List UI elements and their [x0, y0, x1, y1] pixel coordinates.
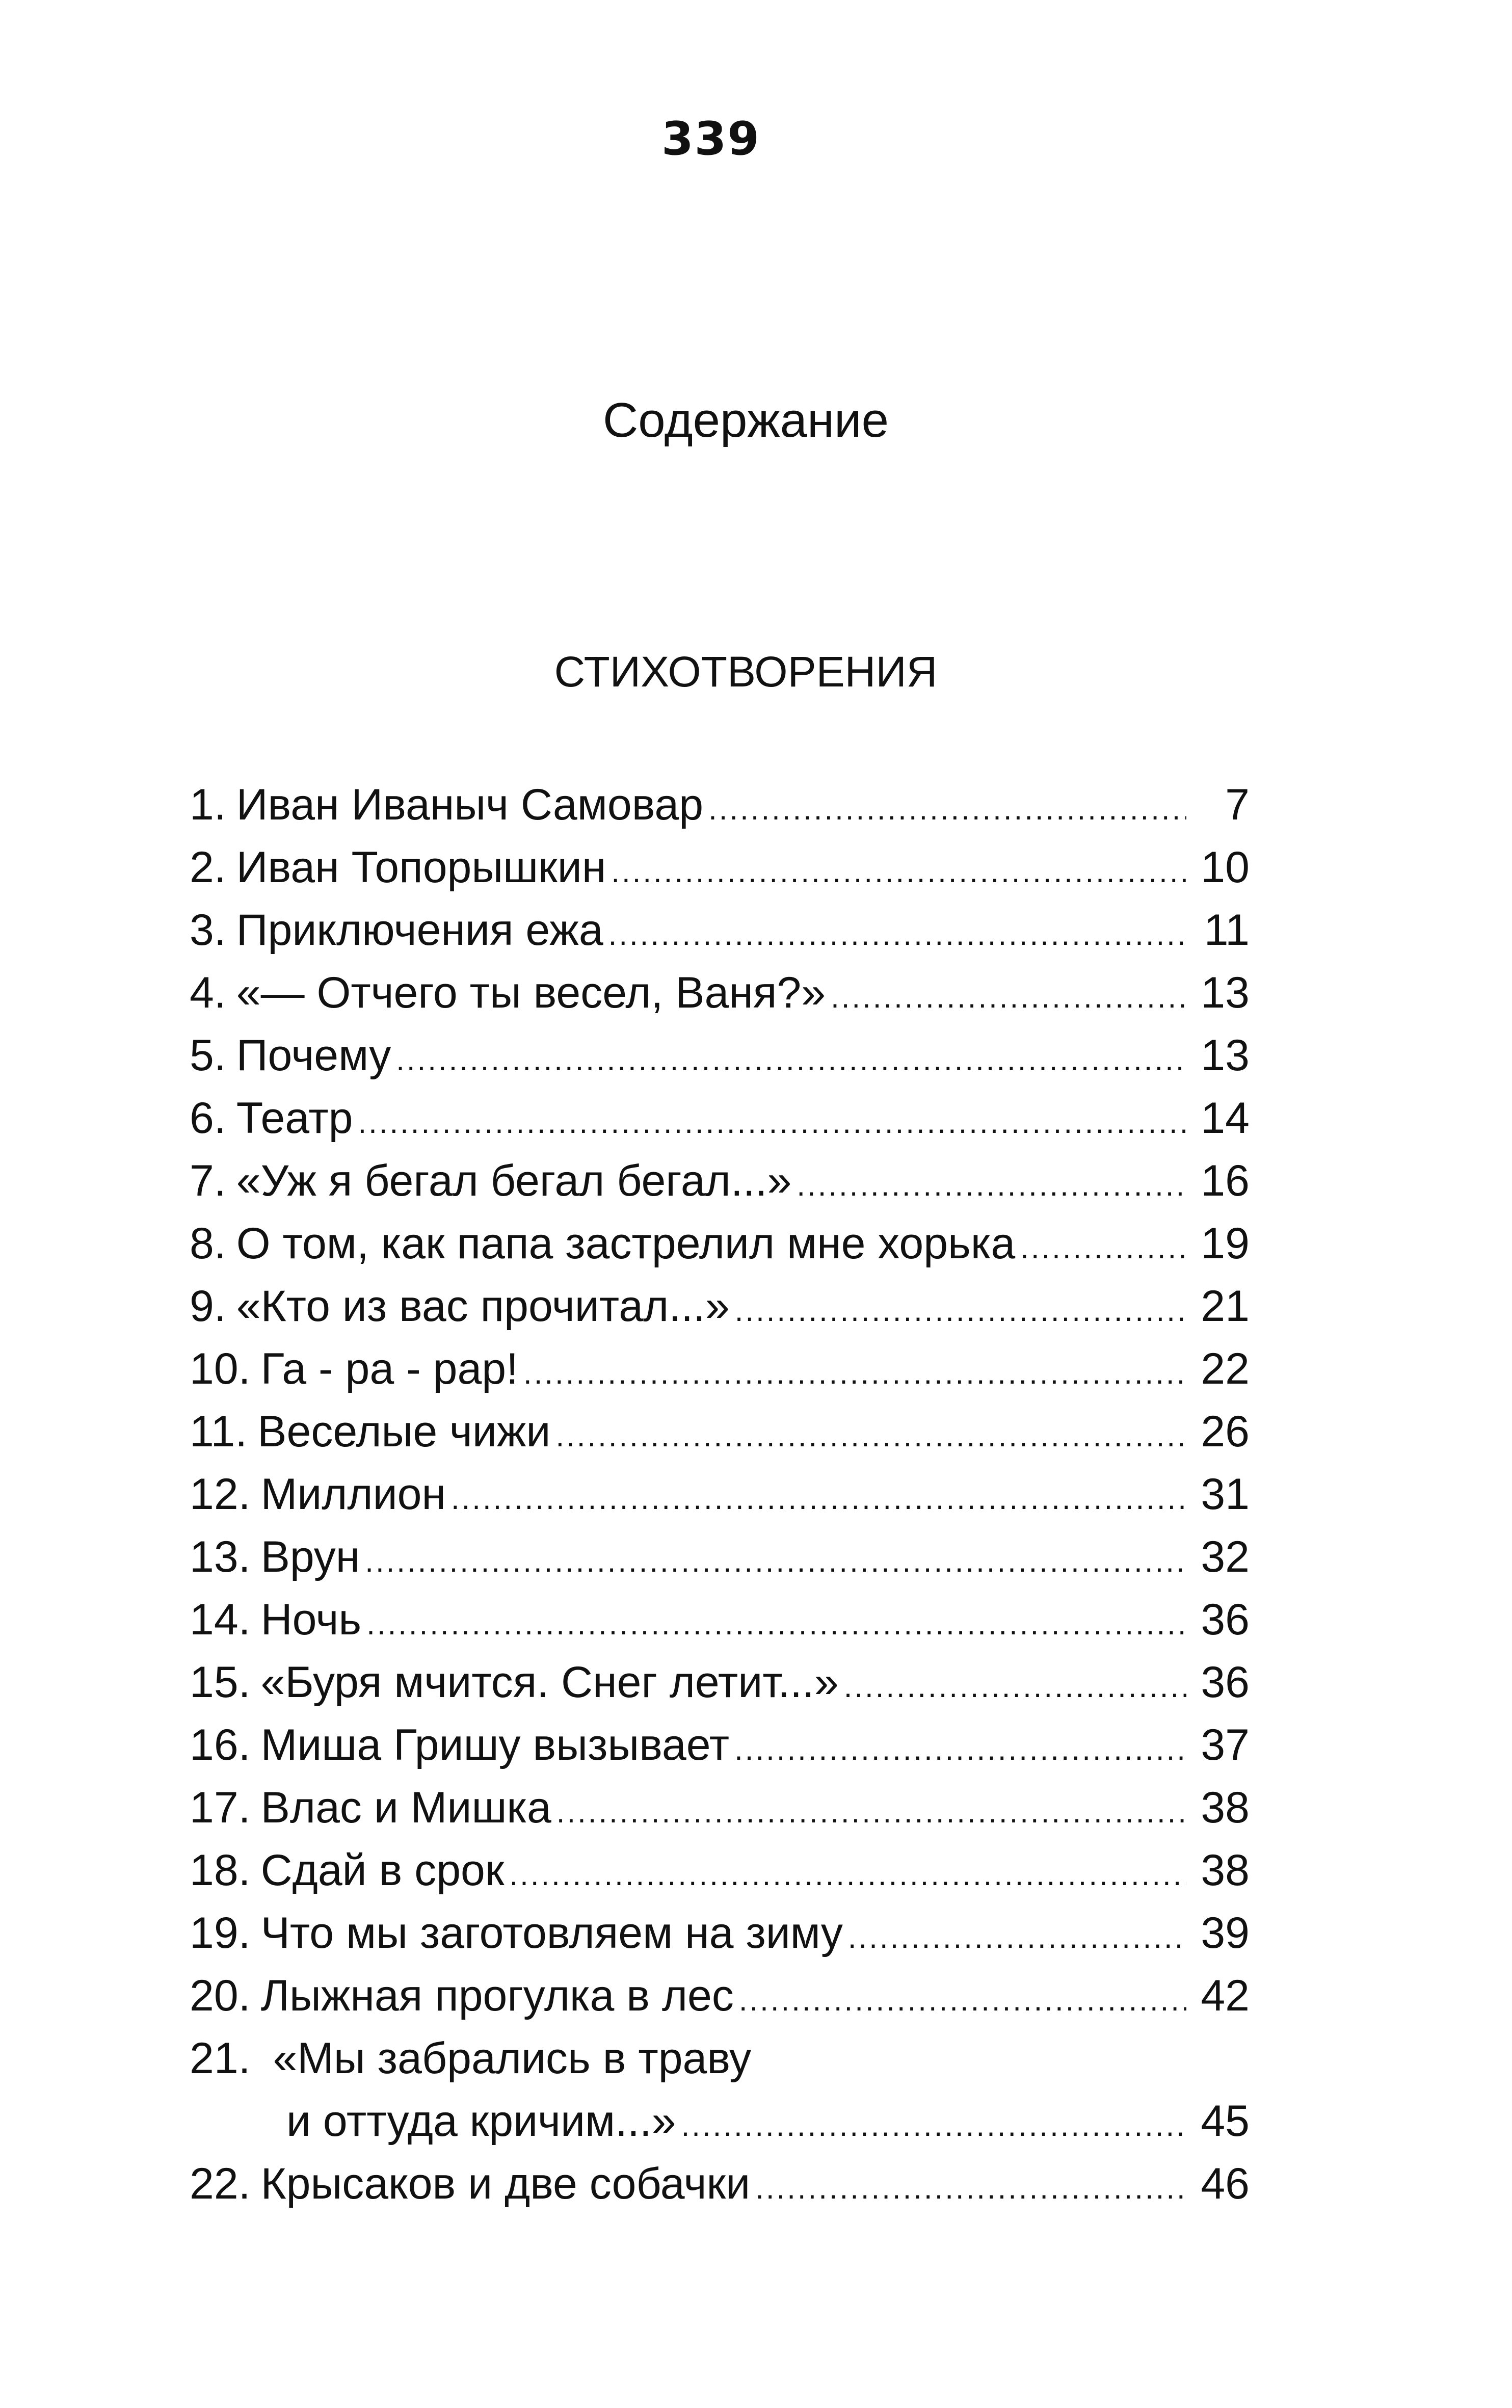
toc-entry [190, 899, 1250, 962]
toc-entry-title: О том, как папа застрелил мне хорька [236, 1219, 1016, 1268]
toc-entry-title: Что мы заготовляем на зиму [260, 1909, 843, 1957]
toc-entry-number: 7. [190, 1156, 226, 1205]
toc-entry-page: 37 [1201, 1721, 1250, 1769]
toc-leader-dots [509, 1843, 1186, 1906]
toc-entry-page: 38 [1201, 1783, 1250, 1832]
toc-entry-title: Сдай в срок [260, 1846, 505, 1895]
toc-entry-number: 5. [190, 1031, 226, 1080]
toc-entry-number: 8. [190, 1219, 226, 1268]
toc-entry-page: 21 [1201, 1282, 1250, 1331]
toc-entry-title: Театр [236, 1094, 353, 1143]
toc-entry-number: 21. [190, 2034, 251, 2083]
toc-leader-dots [735, 1279, 1186, 1342]
toc-entry [190, 1024, 1250, 1087]
toc-entry-number: 14. [190, 1595, 251, 1644]
page-number: 339 [661, 112, 760, 166]
toc-leader-dots [734, 1718, 1186, 1781]
toc-entry [190, 1714, 1250, 1777]
toc-entry-number: 9. [190, 1282, 226, 1331]
toc-entry-page: 38 [1201, 1846, 1250, 1895]
toc-entry [190, 1338, 1250, 1400]
toc-entry [190, 1839, 1250, 1902]
contents-heading [0, 392, 1512, 448]
toc-leader-dots [451, 1467, 1186, 1530]
toc-entry-title-continued: и оттуда кричим...» [286, 2097, 676, 2146]
toc-leader-dots [739, 1969, 1186, 2031]
toc-leader-dots [708, 778, 1186, 840]
toc-entry-number: 13. [190, 1532, 251, 1581]
toc-entry-title: Приключения ежа [236, 906, 603, 955]
section-heading-text: СТИХОТВОРЕНИЯ [554, 648, 938, 696]
toc-leader-dots [848, 1906, 1186, 1969]
toc-leader-dots [681, 2094, 1186, 2157]
toc-leader-dots [523, 1342, 1186, 1405]
toc-entry [190, 1651, 1250, 1714]
toc-entry-title: Врун [260, 1532, 360, 1581]
section-heading [0, 647, 1512, 697]
toc-leader-dots [1020, 1216, 1186, 1279]
toc-entry-title: Веселые чижи [257, 1407, 551, 1456]
toc-entry [190, 1275, 1250, 1338]
toc-entry [190, 1777, 1250, 1839]
toc-entry-page: 31 [1201, 1470, 1250, 1519]
toc-entry-page: 39 [1201, 1909, 1250, 1957]
toc-entry-number: 3. [190, 906, 226, 955]
toc-leader-dots [365, 1530, 1186, 1593]
toc-entry [190, 1526, 1250, 1589]
toc-leader-dots [608, 903, 1186, 966]
toc-entry [190, 1400, 1250, 1463]
toc-entry-page: 11 [1204, 906, 1250, 955]
toc-entry-page: 42 [1201, 1971, 1250, 2020]
toc-entry-page: 13 [1201, 968, 1250, 1017]
toc-entry-number: 18. [190, 1846, 251, 1895]
toc-leader-dots [366, 1593, 1186, 1655]
toc-entry-number: 17. [190, 1783, 251, 1832]
toc-entry-line-1 [190, 2027, 1250, 2090]
toc-entry-number: 22. [190, 2159, 251, 2208]
toc-leader-dots [358, 1091, 1186, 1154]
toc-leader-dots [556, 1781, 1186, 1843]
toc-entry-number: 1. [190, 780, 226, 829]
toc-leader-dots [611, 840, 1186, 903]
toc-entry-page: 32 [1201, 1532, 1250, 1581]
toc-entry-page: 16 [1201, 1156, 1250, 1205]
toc-entry-title: «Уж я бегал бегал бегал...» [236, 1156, 792, 1205]
toc-entry-number: 20. [190, 1971, 251, 2020]
toc-entry-page: 36 [1201, 1658, 1250, 1707]
toc-leader-dots [844, 1655, 1186, 1718]
toc-entry-page: 10 [1201, 843, 1250, 892]
toc-entry-title: Миша Гришу вызывает [260, 1721, 730, 1769]
toc-entry-title: Га - ра - рар! [260, 1344, 519, 1393]
toc-entry-page: 46 [1201, 2159, 1250, 2208]
toc-entry-title: Ночь [260, 1595, 362, 1644]
toc-entry-title: «Кто из вас прочитал...» [236, 1282, 730, 1331]
toc-entry [190, 962, 1250, 1024]
toc-entry-page: 22 [1201, 1344, 1250, 1393]
toc-leader-dots [797, 1154, 1186, 1216]
toc-leader-dots [755, 2157, 1186, 2219]
toc-entry-title: «Мы забрались в траву [273, 2034, 752, 2083]
toc-entry-number: 6. [190, 1094, 226, 1143]
toc-entry-number: 15. [190, 1658, 251, 1707]
toc-entry [190, 1965, 1250, 2027]
toc-entry [190, 836, 1250, 899]
toc-entry [190, 1212, 1250, 1275]
toc-entry-number: 10. [190, 1344, 251, 1393]
toc-entry-page: 36 [1201, 1595, 1250, 1644]
toc-entry-title: «Буря мчится. Снег летит...» [260, 1658, 839, 1707]
toc-entry [190, 2153, 1250, 2215]
toc-entry [190, 1087, 1250, 1150]
toc-entry-number: 4. [190, 968, 226, 1017]
toc-entry-title: Лыжная прогулка в лес [260, 1971, 734, 2020]
toc-entry-page: 7 [1225, 780, 1250, 829]
toc-entry [190, 774, 1250, 836]
toc-leader-dots [396, 1028, 1186, 1091]
toc-entry-number: 2. [190, 843, 226, 892]
toc-entry-title: «— Отчего ты весел, Ваня?» [236, 968, 826, 1017]
toc-entry-page: 45 [1201, 2097, 1250, 2146]
toc-entry [190, 1589, 1250, 1651]
toc-entry-title: Иван Топорышкин [236, 843, 606, 892]
toc-entry-page: 14 [1201, 1094, 1250, 1143]
toc-entry [190, 1463, 1250, 1526]
toc-entry [190, 1902, 1250, 1965]
toc-entry-title: Крысаков и две собачки [260, 2159, 751, 2208]
toc-entry-number: 12. [190, 1470, 251, 1519]
toc-entry [190, 2027, 1250, 2153]
toc-entry-title: Почему [236, 1031, 391, 1080]
toc-entry-page: 13 [1201, 1031, 1250, 1080]
table-of-contents [190, 774, 1250, 2215]
toc-entry-number: 19. [190, 1909, 251, 1957]
toc-entry-title: Влас и Мишка [260, 1783, 551, 1832]
contents-heading-text: Содержание [602, 393, 889, 447]
toc-entry-title: Миллион [260, 1470, 446, 1519]
toc-entry-number: 11. [190, 1407, 248, 1456]
toc-leader-dots [831, 966, 1186, 1028]
toc-entry-line-2 [190, 2090, 1250, 2157]
toc-entry [190, 1150, 1250, 1212]
toc-entry-title: Иван Иваныч Самовар [236, 780, 704, 829]
toc-entry-page: 19 [1201, 1219, 1250, 1268]
toc-leader-dots [555, 1405, 1186, 1467]
toc-entry-number: 16. [190, 1721, 251, 1769]
toc-entry-page: 26 [1201, 1407, 1250, 1456]
